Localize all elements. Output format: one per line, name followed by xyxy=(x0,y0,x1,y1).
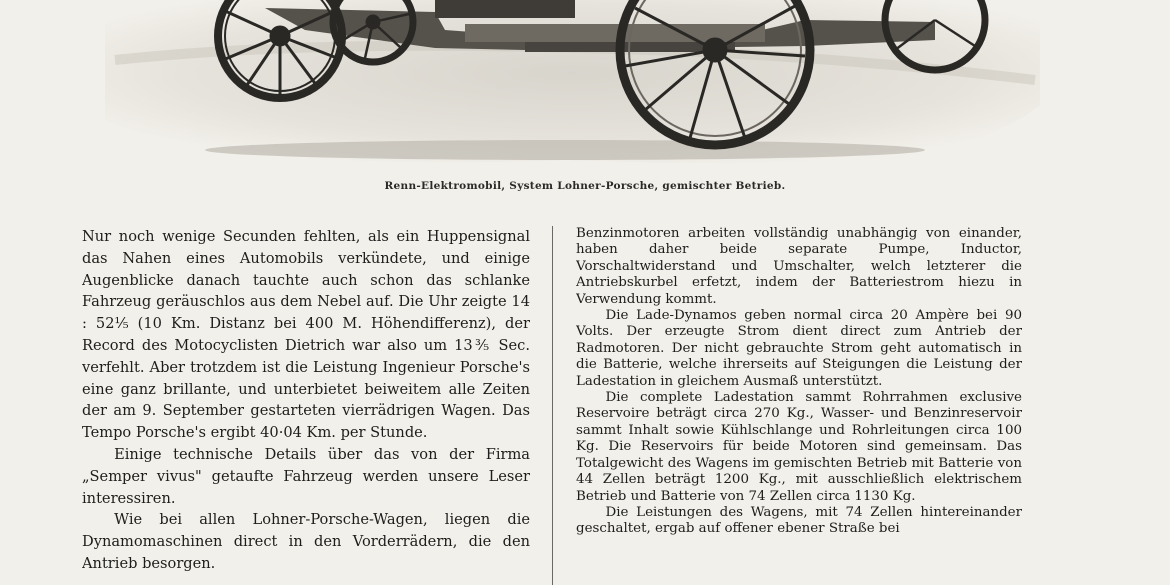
paragraph: Die Lade-Dynamos geben normal circa 20 Ampère bei 90 Volts. Der erzeugte Strom dient direct zum Antrieb der Radmotoren. Der nicht gebrauchte Strom geht automatisch in die Batterie, welche ihrerseits auf Steigungen die Leistung der Ladestation in gleichem Ausmaß unterstützt. xyxy=(576,308,1022,389)
paragraph: Die Leistungen des Wagens, mit 74 Zellen hintereinander geschaltet, ergab auf offener ebener Straße bei xyxy=(576,504,1022,537)
column-divider xyxy=(552,226,553,585)
racing-electromobile-photo xyxy=(105,0,1040,168)
paragraph: Einige technische Details über das von der Firma „Semper vivus" getaufte Fahrzeug werden unsere Leser interessiren. xyxy=(82,445,530,507)
figure-caption: Renn-Elektromobil, System Lohner-Porsche, gemischter Betrieb. xyxy=(384,180,786,192)
paragraph: Die complete Ladestation sammt Rohrrahmen exclusive Reservoire beträgt circa 270 Kg., Wasser- und Benzinreservoir sammt Inhalt sowie Kühlschlange und Rohrleitungen circa 100 Kg. Die Reservoirs für beide Motoren sind gemeinsam. Das Totalgewicht des Wagens im gemischten Betrieb mit Batterie von 44 Zellen beträgt 1200 Kg., mit ausschließlich elektrischem Betrieb und Batterie von 74 Zellen circa 1130 Kg. xyxy=(576,390,1022,504)
right-column xyxy=(576,226,1022,585)
paragraph: Nur noch wenige Secunden fehlten, als ein Huppensignal das Nahen eines Automobils verkündete, und einige Augenblicke danach tauchte auch schon das schlanke Fahrzeug geräuschlos aus dem Nebel auf. Die Uhr zeigte 14 : 52⅕ (10 Km. Distanz bei 400 M. Höhendifferenz), der Record des Motocyclisten Dietrich war also um 13⅗ Sec. verfehlt. Aber trotzdem ist die Leistung Ingenieur Porsche's eine ganz brillante, und unterbietet beiweitem alle Zeiten der am 9. September gestarteten vierrädrigen Wagen. Das Tempo Porsche's ergibt 40·04 Km. per Stunde. xyxy=(82,228,530,442)
paragraph: Wie bei allen Lohner-Porsche-Wagen, liegen die Dynamomaschinen direct in den Vorderrädern, die den Antrieb besorgen. xyxy=(82,511,530,572)
paragraph: Benzinmotoren arbeiten vollständig unabhängig von einander, haben daher beide separate Pumpe, Inductor, Vorschaltwiderstand und Umschalter, welch letzterer die Antriebskurbel erfetzt, indem der Batteriestrom hiezu in Verwendung kommt. xyxy=(576,226,1022,307)
left-column xyxy=(82,226,530,585)
